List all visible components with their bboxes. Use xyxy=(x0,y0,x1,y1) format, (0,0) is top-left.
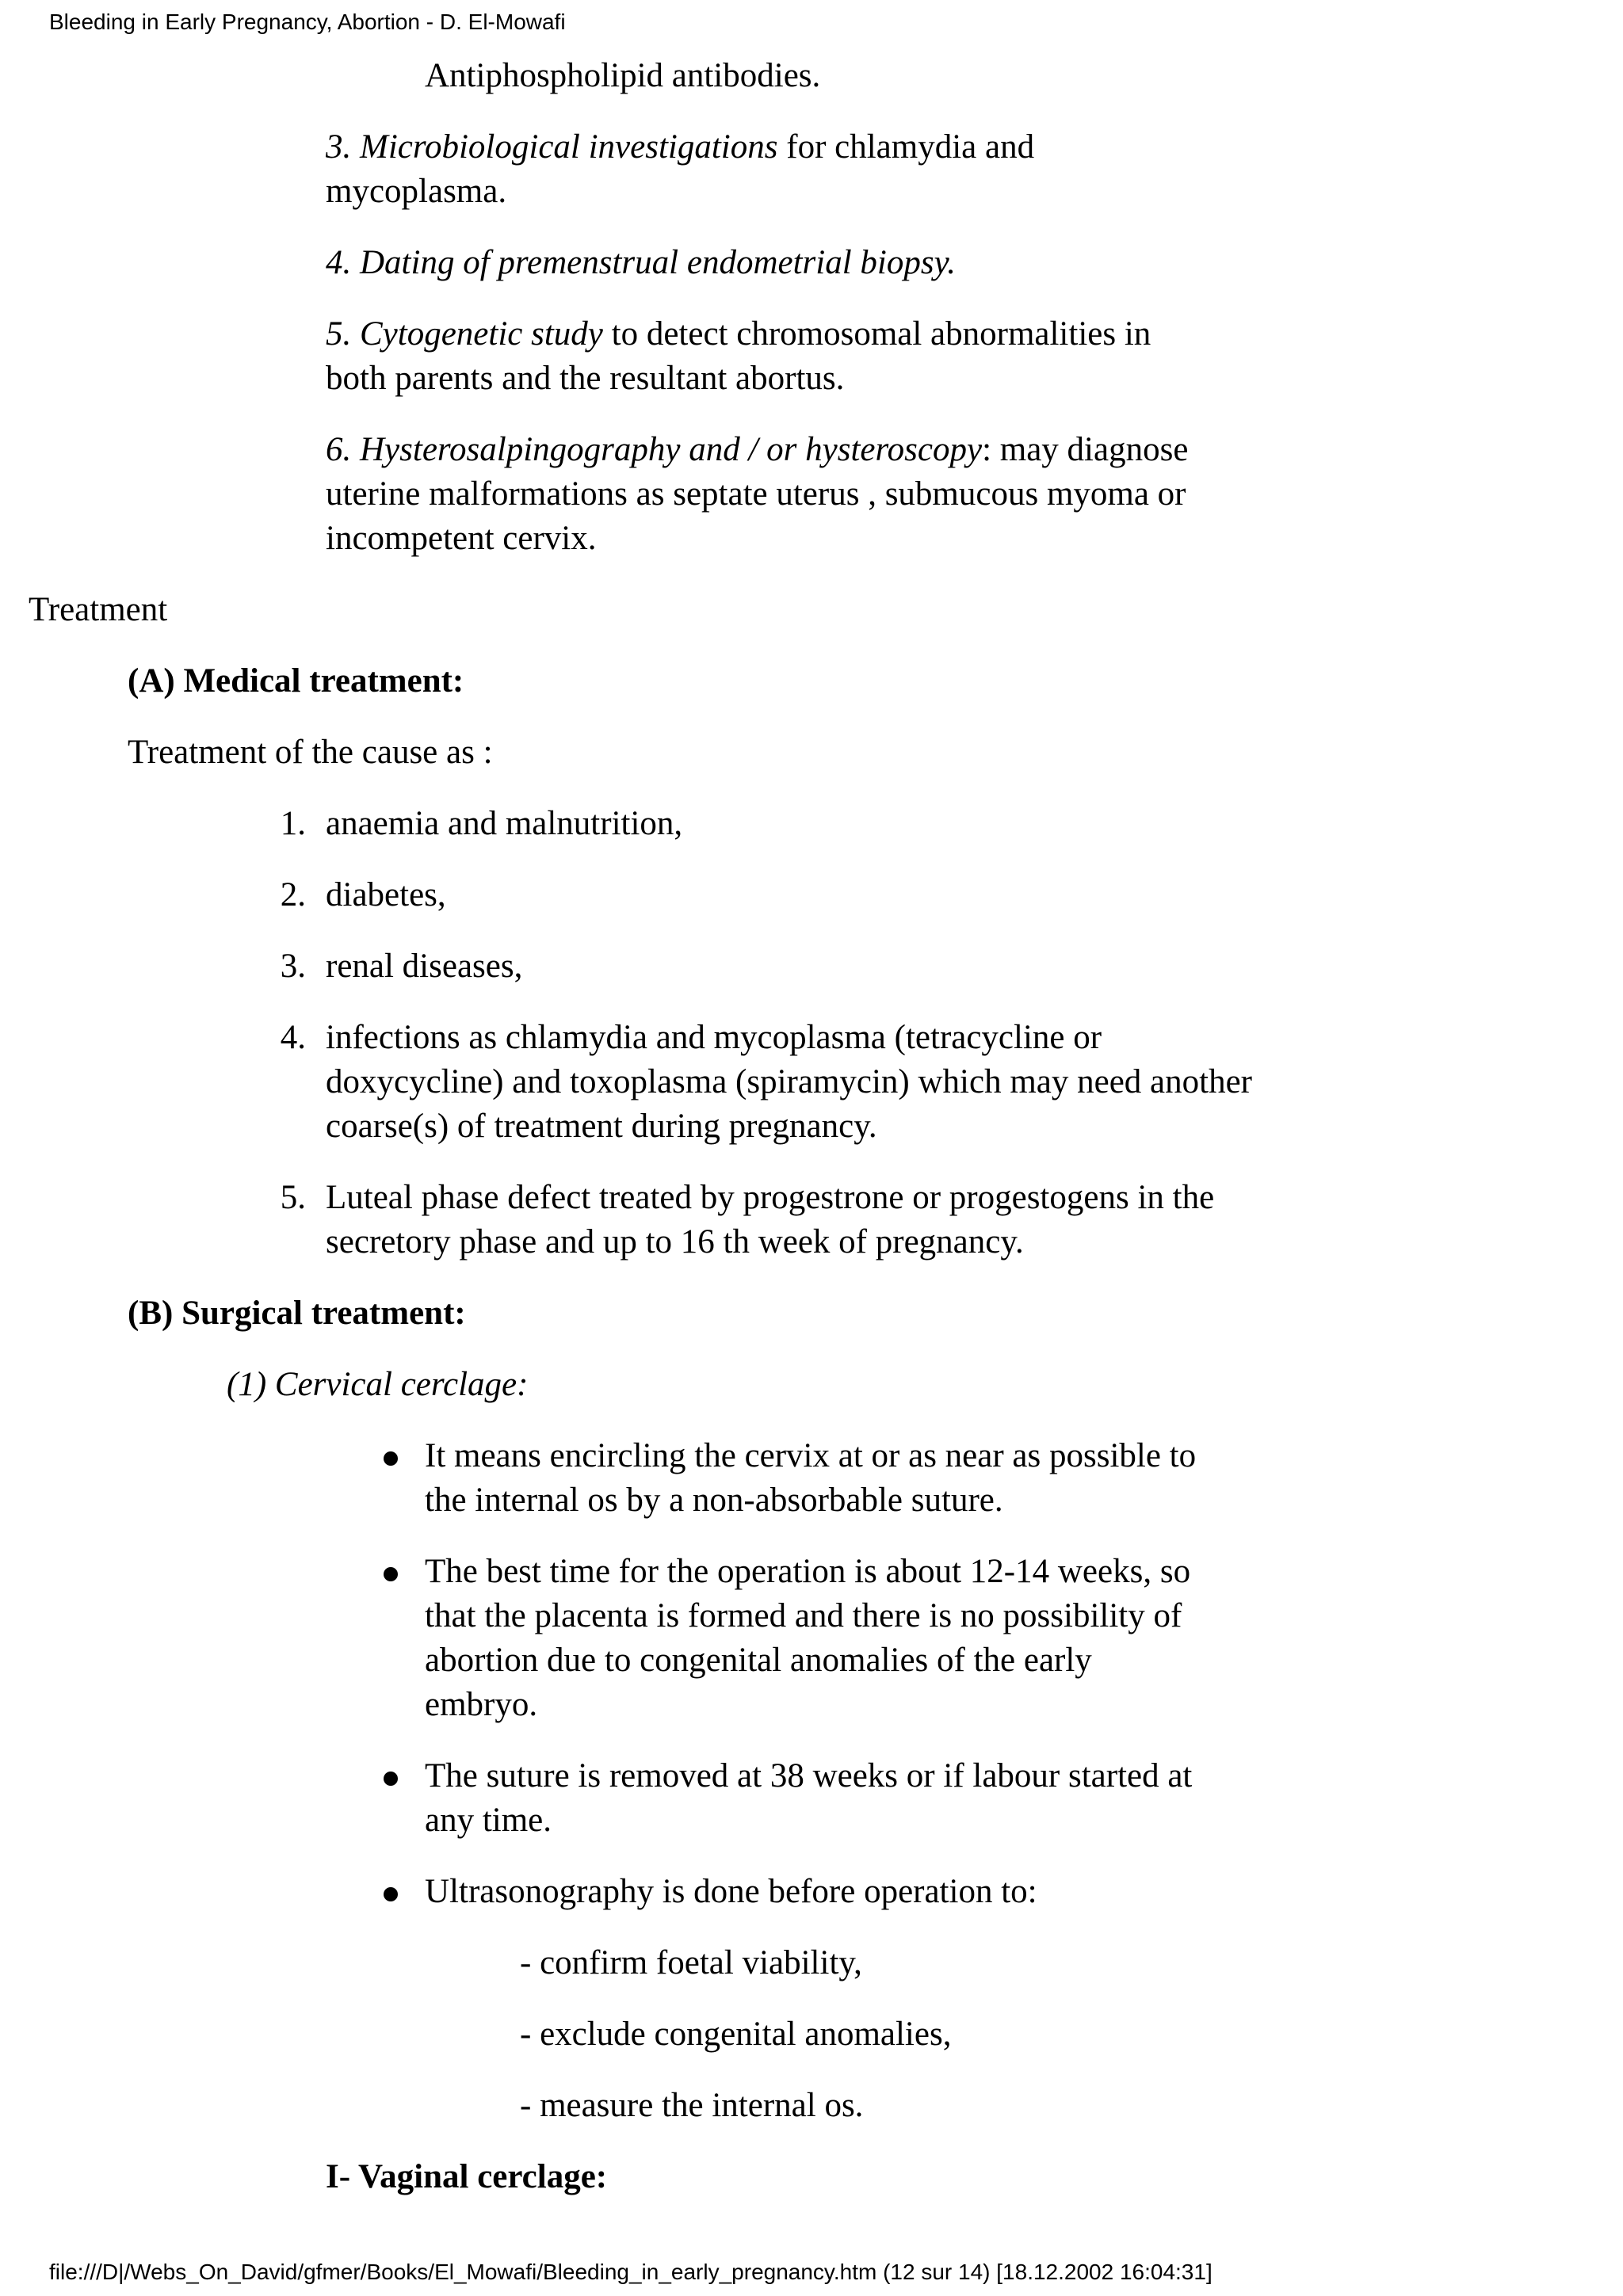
list-item-text: Luteal phase defect treated by progestrone or progestogens in the xyxy=(326,1179,1215,1216)
bullet-icon xyxy=(384,1567,398,1581)
bullet-icon xyxy=(384,1772,398,1786)
list-item-text: diabetes, xyxy=(326,876,446,913)
list-item-text: embryo. xyxy=(425,1686,538,1723)
investigation-item-4: 4. Dating of premenstrual endometrial biopsy. xyxy=(326,244,957,281)
item5-text: to detect chromosomal abnormalities in xyxy=(602,315,1151,353)
list-item-text: anaemia and malnutrition, xyxy=(326,805,683,842)
cervical-cerclage-heading: (1) Cervical cerclage: xyxy=(227,1366,529,1403)
item6-text: : may diagnose xyxy=(982,431,1189,468)
list-item-text: secretory phase and up to 16 th week of pregnancy. xyxy=(326,1223,1024,1261)
list-item-text: coarse(s) of treatment during pregnancy. xyxy=(326,1108,877,1145)
list-item-text: Ultrasonography is done before operation to: xyxy=(425,1873,1037,1910)
bullet-icon xyxy=(384,1887,398,1901)
list-item-number: 4. xyxy=(280,1019,306,1056)
investigation-item-3 xyxy=(326,125,1034,170)
antiphospholipid-line: Antiphospholipid antibodies. xyxy=(425,57,821,94)
item3-label: 3. Microbiological investigations xyxy=(326,128,778,166)
investigation-item-5 xyxy=(326,312,1151,357)
list-item-text: that the placenta is formed and there is no possibility of xyxy=(425,1597,1182,1634)
investigation-item-6-cont2: incompetent cervix. xyxy=(326,520,597,557)
list-item-text: It means encircling the cervix at or as near as possible to xyxy=(425,1437,1197,1474)
investigation-item-6 xyxy=(326,428,1188,472)
item5-label: 5. Cytogenetic study xyxy=(326,315,603,353)
list-item-number: 3. xyxy=(280,948,306,985)
medical-treatment-heading: (A) Medical treatment: xyxy=(128,662,464,700)
item3-text: for chlamydia and xyxy=(777,128,1035,166)
list-item-text: doxycycline) and toxoplasma (spiramycin) which may need another xyxy=(326,1063,1252,1100)
list-item-text: The suture is removed at 38 weeks or if labour started at xyxy=(425,1757,1193,1794)
list-item-number: 1. xyxy=(280,805,306,842)
treatment-heading: Treatment xyxy=(29,591,168,628)
medical-treatment-intro: Treatment of the cause as : xyxy=(128,734,493,771)
ultrasound-aim-internal-os: - measure the internal os. xyxy=(520,2087,864,2124)
list-item-text: renal diseases, xyxy=(326,948,523,985)
list-item-number: 2. xyxy=(280,876,306,913)
investigation-item-5-cont: both parents and the resultant abortus. xyxy=(326,360,845,397)
surgical-treatment-heading: (B) Surgical treatment: xyxy=(128,1295,466,1332)
list-item-text: any time. xyxy=(425,1802,552,1839)
list-item-number: 5. xyxy=(280,1179,306,1216)
investigation-item-3-cont: mycoplasma. xyxy=(326,173,507,210)
page-footer-path: file:///D|/Webs_On_David/gfmer/Books/El_Mowafi/Bleeding_in_early_pregnancy.htm (12 sur 14) [18.12.2002 16:04:31] xyxy=(49,2260,1212,2284)
bullet-icon xyxy=(384,1451,398,1466)
list-item-text: abortion due to congenital anomalies of the early xyxy=(425,1642,1092,1679)
vaginal-cerclage-heading: I- Vaginal cerclage: xyxy=(326,2158,608,2195)
ultrasound-aim-viability: - confirm foetal viability, xyxy=(520,1944,862,1981)
list-item-text: infections as chlamydia and mycoplasma (tetracycline or xyxy=(326,1019,1102,1056)
list-item-text: the internal os by a non-absorbable suture. xyxy=(425,1482,1003,1519)
list-item-text: The best time for the operation is about 12-14 weeks, so xyxy=(425,1553,1191,1590)
ultrasound-aim-anomalies: - exclude congenital anomalies, xyxy=(520,2016,952,2053)
investigation-item-6-cont1: uterine malformations as septate uterus , submucous myoma or xyxy=(326,475,1186,513)
page-header-title: Bleeding in Early Pregnancy, Abortion - D. El-Mowafi xyxy=(49,10,566,34)
item6-label: 6. Hysterosalpingography and / or hysteroscopy xyxy=(326,431,983,468)
